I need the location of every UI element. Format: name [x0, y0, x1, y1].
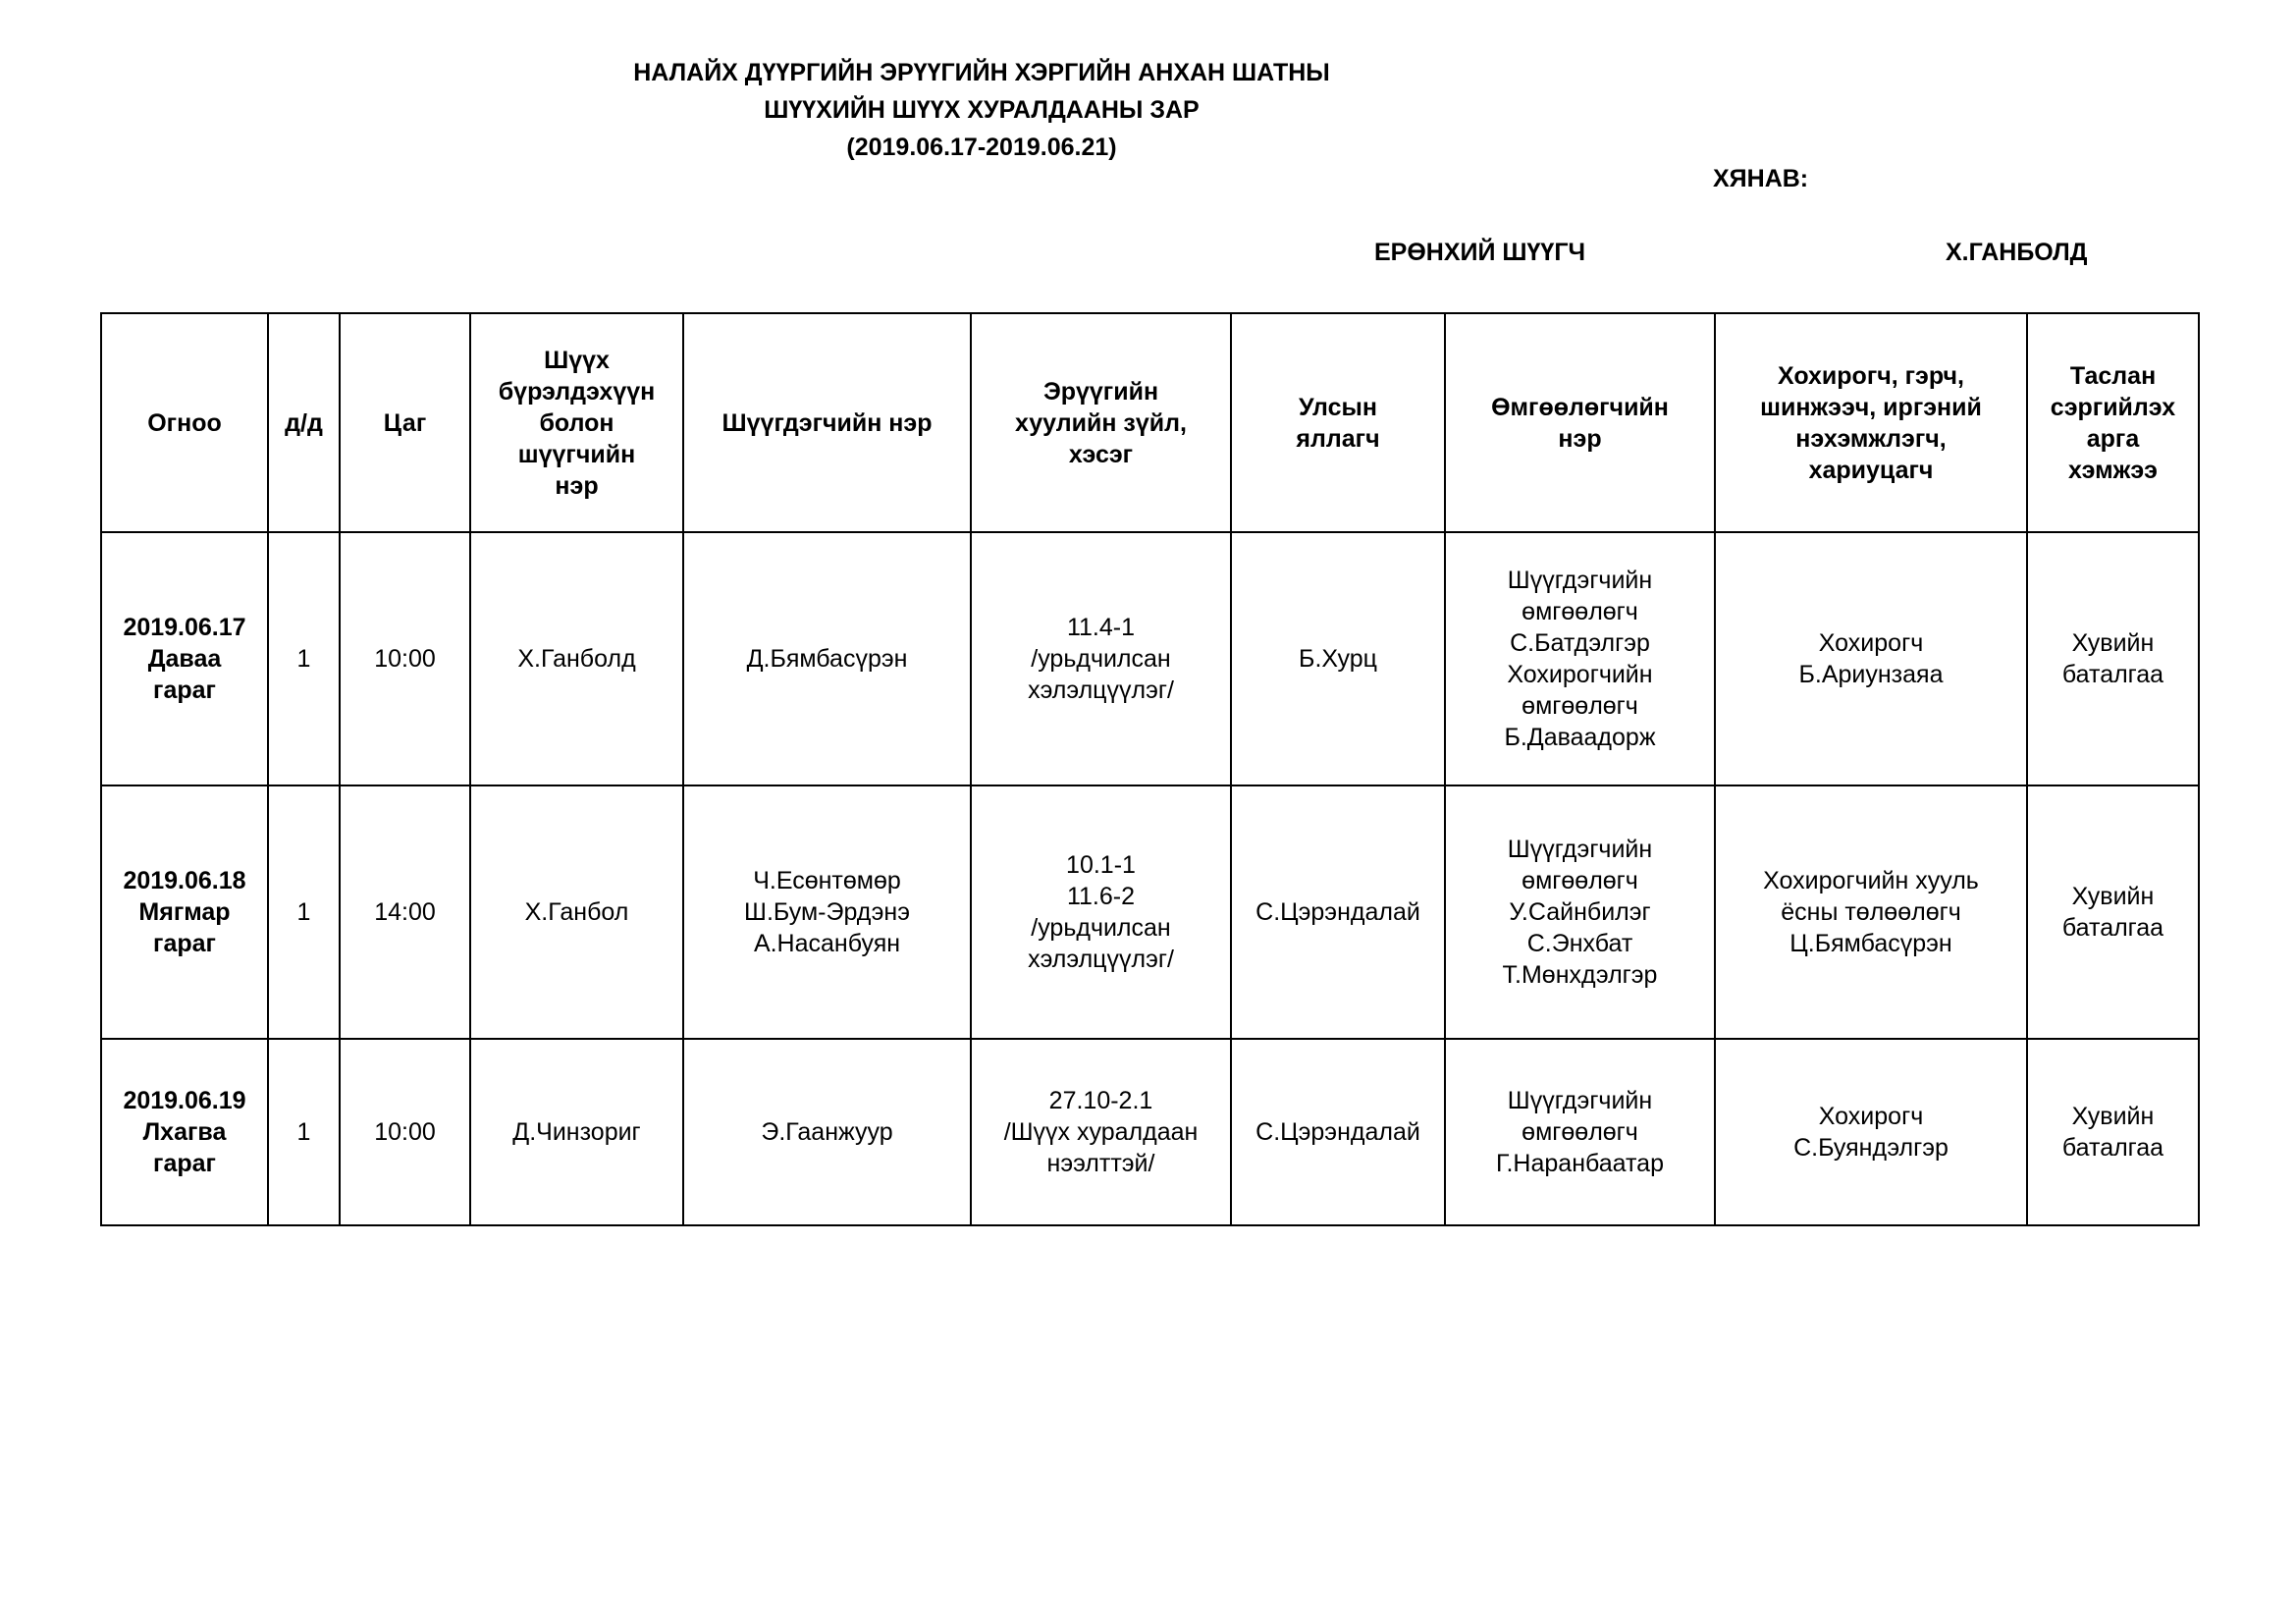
victim-line: Хохирогч	[1818, 629, 1924, 657]
measure-line: Хувийн	[2071, 1103, 2155, 1130]
victim-line: Хохирогч	[1818, 1103, 1924, 1130]
header-line: арга	[2086, 424, 2140, 453]
cell-judge	[470, 532, 683, 785]
header-line: Цаг	[383, 408, 427, 437]
lawyer-line: Шүүгдэгчийн	[1507, 1087, 1653, 1114]
document-title-line2: ШҮҮХИЙН ШҮҮХ ХУРАЛДААНЫ ЗАР	[764, 96, 1200, 124]
cell-measure	[2027, 532, 2199, 785]
weekday: Мягмар	[138, 898, 231, 926]
cell-date	[101, 532, 268, 785]
cell-lawyer	[1445, 1039, 1715, 1225]
approve-label: ХЯНАВ:	[1713, 165, 1809, 192]
column-header-defendant	[683, 313, 971, 532]
chief-judge-title: ЕРӨНХИЙ ШҮҮГЧ	[1374, 239, 1586, 266]
table-row	[101, 785, 2199, 1039]
article-line: хэлэлцүүлэг/	[1028, 677, 1174, 704]
header-line: Өмгөөлөгчийн	[1491, 393, 1669, 421]
article-line: 11.6-2	[1066, 883, 1136, 910]
header-line: Эрүүгийн	[1042, 377, 1159, 406]
lawyer-line: С.Энхбат	[1526, 930, 1633, 957]
lawyer-line: Б.Даваадорж	[1504, 724, 1656, 751]
prosecutor-name: Б.Хурц	[1299, 645, 1377, 673]
lawyer-line: өмгөөлөгч	[1522, 867, 1638, 894]
victim-line: Б.Ариунзаяа	[1798, 661, 1944, 688]
header-line: нэхэмжлэгч,	[1795, 424, 1947, 453]
header-line: Таслан	[2069, 361, 2157, 390]
prosecutor-name: С.Цэрэндалай	[1255, 1118, 1420, 1146]
defendant-name: А.Насанбуян	[753, 930, 901, 957]
cell-prosecutor	[1231, 785, 1445, 1039]
cell-number: 1	[268, 785, 340, 1039]
lawyer-line: Хохирогчийн	[1507, 661, 1653, 688]
weekday: Лхагва	[142, 1118, 227, 1146]
header-line: бүрэлдэхүүн	[498, 377, 656, 406]
document-period: (2019.06.17-2019.06.21)	[846, 134, 1117, 161]
cell-number: 1	[268, 532, 340, 785]
article-line: 10.1-1	[1066, 851, 1136, 879]
header-line: яллагч	[1296, 424, 1380, 453]
judge-name: Х.Ганболд	[517, 645, 636, 673]
cell-prosecutor	[1231, 1039, 1445, 1225]
header-line: нэр	[555, 471, 599, 500]
measure-line: баталгаа	[2061, 914, 2164, 942]
cell-time: 10:00	[340, 1039, 470, 1225]
header-line: сэргийлэх	[2050, 393, 2176, 421]
column-header-victim	[1715, 313, 2027, 532]
cell-number: 1	[268, 1039, 340, 1225]
defendant-name: Ш.Бум-Эрдэнэ	[744, 898, 910, 926]
cell-lawyer	[1445, 785, 1715, 1039]
weekday-suffix: гараг	[153, 677, 216, 704]
article-line: 27.10-2.1	[1048, 1087, 1153, 1114]
cell-time: 10:00	[340, 532, 470, 785]
cell-victim	[1715, 785, 2027, 1039]
column-header-date	[101, 313, 268, 532]
victim-line: ёсны төлөөлөгч	[1781, 898, 1961, 926]
lawyer-line: Т.Мөнхдэлгэр	[1502, 961, 1658, 989]
header-line: Огноо	[147, 408, 222, 437]
cell-article	[971, 1039, 1231, 1225]
chief-judge-name: Х.ГАНБОЛД	[1946, 239, 2088, 266]
measure-line: Хувийн	[2071, 629, 2155, 657]
article-line: /урьдчилсан	[1031, 914, 1171, 942]
victim-line: Ц.Бямбасүрэн	[1789, 930, 1952, 957]
header-line: болон	[539, 408, 614, 437]
defendant-name: Ч.Есөнтөмөр	[753, 867, 901, 894]
cell-article	[971, 532, 1231, 785]
table-row	[101, 532, 2199, 785]
hearing-schedule-table	[100, 312, 2200, 1226]
cell-measure	[2027, 1039, 2199, 1225]
cell-victim	[1715, 1039, 2027, 1225]
measure-line: Хувийн	[2071, 883, 2155, 910]
cell-time: 14:00	[340, 785, 470, 1039]
date-value: 2019.06.19	[123, 1087, 246, 1114]
weekday-suffix: гараг	[153, 1150, 216, 1177]
article-line: хэлэлцүүлэг/	[1028, 946, 1174, 973]
lawyer-line: У.Сайнбилэг	[1509, 898, 1651, 926]
header-line: д/д	[285, 408, 323, 437]
header-line: хэсэг	[1068, 440, 1134, 468]
header-line: хариуцагч	[1808, 456, 1934, 484]
column-header-number	[268, 313, 340, 532]
lawyer-line: Г.Наранбаатар	[1496, 1150, 1664, 1177]
cell-judge	[470, 1039, 683, 1225]
table-row	[101, 1039, 2199, 1225]
header-line: шинжээч, иргэний	[1760, 393, 1982, 421]
weekday-suffix: гараг	[153, 930, 216, 957]
column-header-lawyer	[1445, 313, 1715, 532]
judge-name: Д.Чинзориг	[512, 1118, 641, 1146]
weekday: Даваа	[147, 645, 222, 673]
header-line: Шүүх	[544, 346, 610, 374]
header-line: хэмжээ	[2068, 456, 2158, 484]
lawyer-line: өмгөөлөгч	[1522, 598, 1638, 625]
article-line: /Шүүх хуралдаан	[1003, 1118, 1199, 1146]
article-line: 11.4-1	[1066, 614, 1136, 641]
header-line: Улсын	[1299, 393, 1377, 421]
date-value: 2019.06.17	[123, 614, 246, 641]
cell-date	[101, 785, 268, 1039]
cell-defendant	[683, 1039, 971, 1225]
date-value: 2019.06.18	[123, 867, 246, 894]
prosecutor-name: С.Цэрэндалай	[1255, 898, 1420, 926]
lawyer-line: өмгөөлөгч	[1522, 1118, 1638, 1146]
header-line: хуулийн зүйл,	[1015, 408, 1187, 437]
cell-defendant	[683, 785, 971, 1039]
column-header-time	[340, 313, 470, 532]
measure-line: баталгаа	[2061, 661, 2164, 688]
cell-date	[101, 1039, 268, 1225]
cell-defendant	[683, 532, 971, 785]
cell-measure	[2027, 785, 2199, 1039]
lawyer-line: өмгөөлөгч	[1522, 692, 1638, 720]
header-line: нэр	[1558, 424, 1602, 453]
defendant-name: Д.Бямбасүрэн	[746, 645, 908, 673]
judge-name: Х.Ганбол	[524, 898, 629, 926]
column-header-prosecutor	[1231, 313, 1445, 532]
header-line: Хохирогч, гэрч,	[1778, 361, 1964, 390]
lawyer-line: Шүүгдэгчийн	[1507, 567, 1653, 594]
column-header-article	[971, 313, 1231, 532]
victim-line: С.Буяндэлгэр	[1793, 1134, 1949, 1162]
defendant-name: Э.Гаанжуур	[761, 1118, 893, 1146]
article-line: /урьдчилсан	[1031, 645, 1171, 673]
lawyer-line: С.Батдэлгэр	[1510, 629, 1650, 657]
cell-prosecutor	[1231, 532, 1445, 785]
cell-victim	[1715, 532, 2027, 785]
measure-line: баталгаа	[2061, 1134, 2164, 1162]
lawyer-line: Шүүгдэгчийн	[1507, 836, 1653, 863]
victim-line: Хохирогчийн хууль	[1763, 867, 1979, 894]
cell-judge	[470, 785, 683, 1039]
article-line: нээлттэй/	[1046, 1150, 1155, 1177]
header-line: шүүгчийн	[517, 440, 636, 468]
column-header-judge	[470, 313, 683, 532]
cell-lawyer	[1445, 532, 1715, 785]
table-header-row	[101, 313, 2199, 532]
column-header-measure	[2027, 313, 2199, 532]
header-line: Шүүгдэгчийн нэр	[721, 408, 933, 437]
cell-article	[971, 785, 1231, 1039]
document-title-line1: НАЛАЙХ ДҮҮРГИЙН ЭРҮҮГИЙН ХЭРГИЙН АНХАН ШАТНЫ	[633, 59, 1330, 86]
